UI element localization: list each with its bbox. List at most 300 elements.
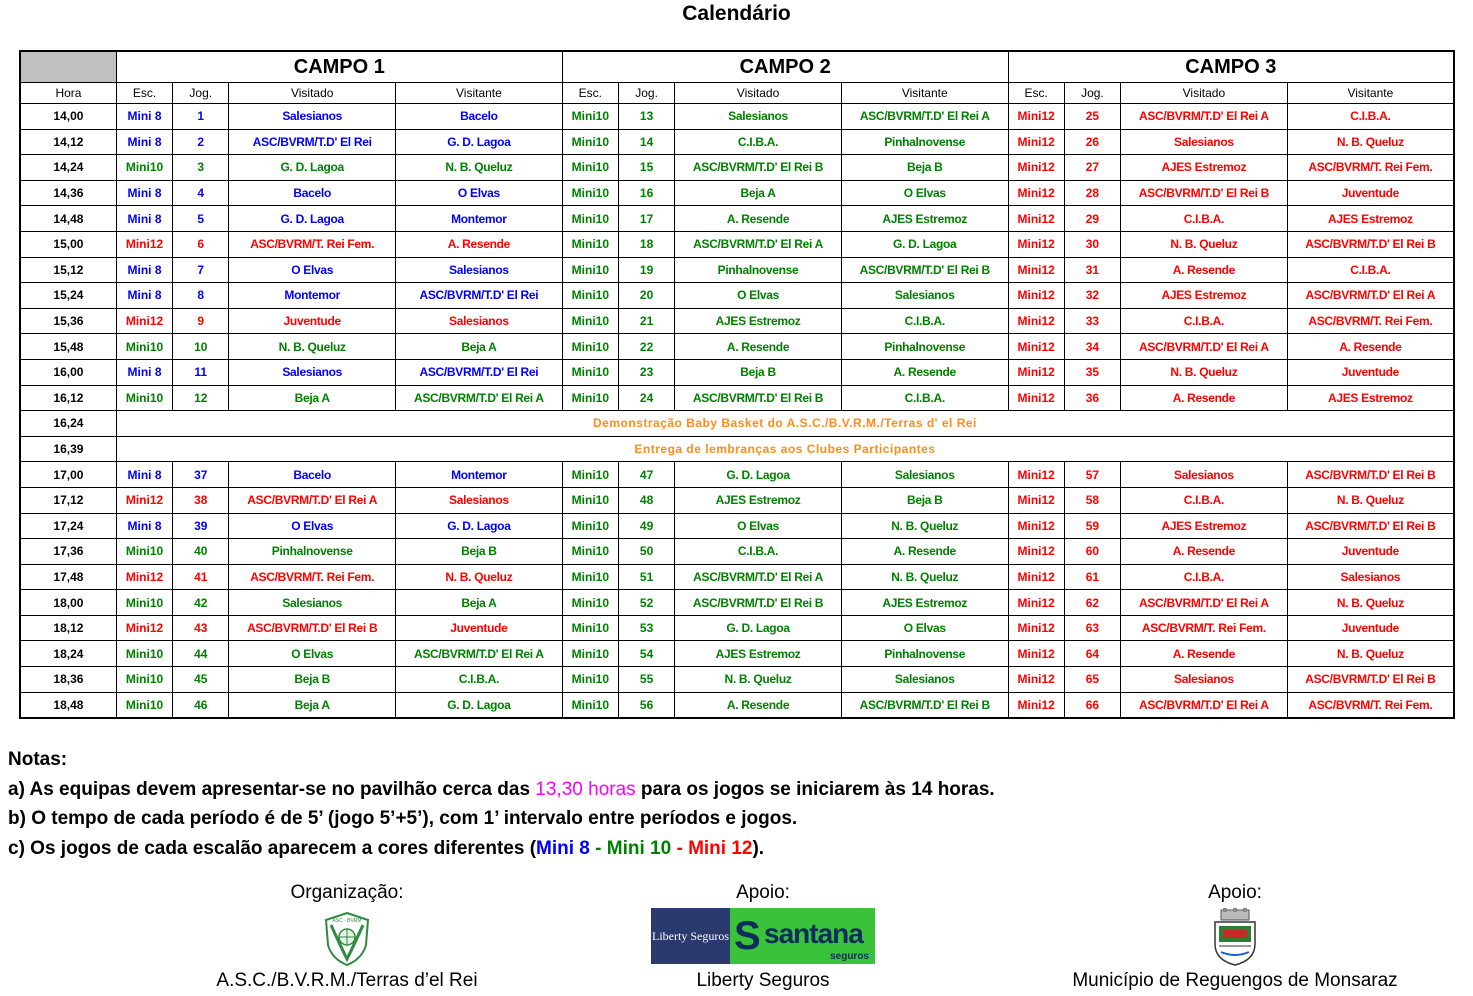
home-team-cell: Salesianos xyxy=(1121,667,1288,693)
game-number-cell: 39 xyxy=(173,513,229,539)
home-team-cell: C.I.B.A. xyxy=(675,539,842,565)
hora-cell: 18,24 xyxy=(20,641,116,667)
home-team-cell: O Elvas xyxy=(675,283,842,309)
away-team-cell: N. B. Queluz xyxy=(396,564,563,590)
hora-cell: 15,24 xyxy=(20,283,116,309)
table-row xyxy=(20,283,1454,309)
hora-cell: 14,00 xyxy=(20,104,116,130)
esc-header: Esc. xyxy=(1008,83,1064,104)
hora-cell: 16,39 xyxy=(20,436,116,462)
game-number-cell: 60 xyxy=(1064,539,1120,565)
esc-cell: Mini12 xyxy=(116,231,172,257)
esc-cell: Mini10 xyxy=(562,615,618,641)
corner-cell xyxy=(20,51,116,83)
home-team-cell: O Elvas xyxy=(229,513,396,539)
note-a xyxy=(8,779,995,809)
away-team-cell: N. B. Queluz xyxy=(1287,590,1454,616)
game-number-cell: 17 xyxy=(618,206,674,232)
away-team-cell: ASC/BVRM/T. Rei Fem. xyxy=(1287,308,1454,334)
home-team-cell: G. D. Lagoa xyxy=(675,615,842,641)
municipality-block xyxy=(1035,882,1435,992)
home-team-cell: C.I.B.A. xyxy=(675,129,842,155)
municipality-seal-icon xyxy=(1207,908,1263,966)
esc-cell: Mini 8 xyxy=(116,129,172,155)
home-team-cell: ASC/BVRM/T. Rei Fem. xyxy=(229,231,396,257)
table-row xyxy=(20,615,1454,641)
sponsor-logo xyxy=(651,908,875,964)
away-team-cell: O Elvas xyxy=(396,180,563,206)
home-team-cell: Salesianos xyxy=(229,104,396,130)
home-team-cell: ASC/BVRM/T.D' El Rei A xyxy=(1121,104,1288,130)
esc-cell: Mini10 xyxy=(562,206,618,232)
game-number-cell: 47 xyxy=(618,462,674,488)
home-team-cell: Salesianos xyxy=(1121,129,1288,155)
away-team-cell: ASC/BVRM/T.D' El Rei A xyxy=(396,641,563,667)
game-number-cell: 22 xyxy=(618,334,674,360)
game-number-cell: 34 xyxy=(1064,334,1120,360)
table-row xyxy=(20,129,1454,155)
away-team-cell: AJES Estremoz xyxy=(1287,206,1454,232)
game-number-cell: 15 xyxy=(618,155,674,181)
away-team-cell: ASC/BVRM/T.D' El Rei xyxy=(396,283,563,309)
game-number-cell: 49 xyxy=(618,513,674,539)
esc-cell: Mini10 xyxy=(562,155,618,181)
home-team-cell: Juventude xyxy=(229,308,396,334)
home-team-cell: AJES Estremoz xyxy=(675,487,842,513)
esc-cell: Mini12 xyxy=(1008,564,1064,590)
esc-cell: Mini12 xyxy=(1008,692,1064,718)
table-row xyxy=(20,334,1454,360)
esc-cell: Mini10 xyxy=(562,590,618,616)
field-1-header: CAMPO 1 xyxy=(116,51,562,83)
esc-cell: Mini12 xyxy=(116,615,172,641)
home-team-cell: G. D. Lagoa xyxy=(229,155,396,181)
santana-logo-subtext: seguros xyxy=(830,951,869,962)
esc-cell: Mini10 xyxy=(562,308,618,334)
home-team-cell: Beja A xyxy=(675,180,842,206)
away-team-cell: AJES Estremoz xyxy=(841,206,1008,232)
note-a-text: a) As equipas devem apresentar-se no pavilhão cerca das xyxy=(8,778,536,800)
game-number-cell: 56 xyxy=(618,692,674,718)
esc-cell: Mini12 xyxy=(1008,206,1064,232)
away-team-cell: Salesianos xyxy=(396,308,563,334)
esc-cell: Mini10 xyxy=(562,283,618,309)
away-team-cell: Salesianos xyxy=(841,667,1008,693)
home-team-cell: AJES Estremoz xyxy=(1121,513,1288,539)
away-team-cell: G. D. Lagoa xyxy=(396,513,563,539)
note-c-text: c) Os jogos de cada escalão aparecem a cores diferentes ( xyxy=(8,837,537,859)
event-message: Entrega de lembranças aos Clubes Participantes xyxy=(116,436,1454,462)
esc-cell: Mini10 xyxy=(562,539,618,565)
home-team-cell: Bacelo xyxy=(229,180,396,206)
away-team-cell: ASC/BVRM/T.D' El Rei B xyxy=(1287,667,1454,693)
field-2-header: CAMPO 2 xyxy=(562,51,1008,83)
home-team-cell: N. B. Queluz xyxy=(1121,359,1288,385)
esc-cell: Mini10 xyxy=(562,257,618,283)
note-c-mini10: Mini 10 xyxy=(606,837,672,859)
game-number-cell: 42 xyxy=(173,590,229,616)
away-team-cell: ASC/BVRM/T.D' El Rei A xyxy=(841,104,1008,130)
game-number-cell: 33 xyxy=(1064,308,1120,334)
note-a-highlight: 13,30 horas xyxy=(535,778,636,800)
away-team-cell: AJES Estremoz xyxy=(841,590,1008,616)
away-team-cell: ASC/BVRM/T.D' El Rei B xyxy=(1287,462,1454,488)
game-number-cell: 27 xyxy=(1064,155,1120,181)
game-number-cell: 26 xyxy=(1064,129,1120,155)
esc-cell: Mini12 xyxy=(1008,359,1064,385)
home-team-cell: N. B. Queluz xyxy=(1121,231,1288,257)
esc-cell: Mini10 xyxy=(116,334,172,360)
game-number-cell: 25 xyxy=(1064,104,1120,130)
esc-cell: Mini12 xyxy=(1008,155,1064,181)
esc-cell: Mini 8 xyxy=(116,462,172,488)
note-c-suffix: ). xyxy=(752,837,765,859)
home-team-cell: AJES Estremoz xyxy=(675,308,842,334)
home-team-cell: Bacelo xyxy=(229,462,396,488)
away-team-cell: C.I.B.A. xyxy=(396,667,563,693)
game-number-cell: 8 xyxy=(173,283,229,309)
visitado-header: Visitado xyxy=(675,83,842,104)
event-message: Demonstração Baby Basket do A.S.C./B.V.R.M./Terras d' el Rei xyxy=(116,411,1454,437)
home-team-cell: Montemor xyxy=(229,283,396,309)
santana-logo-text: santana xyxy=(764,918,863,949)
table-row xyxy=(20,411,1454,437)
away-team-cell: Beja B xyxy=(396,539,563,565)
home-team-cell: ASC/BVRM/T. Rei Fem. xyxy=(1121,615,1288,641)
away-team-cell: Bacelo xyxy=(396,104,563,130)
away-team-cell: Salesianos xyxy=(396,257,563,283)
home-team-cell: AJES Estremoz xyxy=(1121,283,1288,309)
home-team-cell: Pinhalnovense xyxy=(229,539,396,565)
game-number-cell: 54 xyxy=(618,641,674,667)
game-number-cell: 66 xyxy=(1064,692,1120,718)
home-team-cell: Salesianos xyxy=(229,590,396,616)
home-team-cell: Salesianos xyxy=(675,104,842,130)
away-team-cell: N. B. Queluz xyxy=(841,513,1008,539)
away-team-cell: Juventude xyxy=(1287,180,1454,206)
game-number-cell: 23 xyxy=(618,359,674,385)
esc-cell: Mini12 xyxy=(1008,308,1064,334)
hora-cell: 18,00 xyxy=(20,590,116,616)
home-team-cell: Beja B xyxy=(675,359,842,385)
game-number-cell: 48 xyxy=(618,487,674,513)
esc-cell: Mini12 xyxy=(1008,385,1064,411)
hora-cell: 14,36 xyxy=(20,180,116,206)
home-team-cell: ASC/BVRM/T.D' El Rei B xyxy=(229,615,396,641)
game-number-cell: 59 xyxy=(1064,513,1120,539)
esc-cell: Mini 8 xyxy=(116,206,172,232)
hora-cell: 18,12 xyxy=(20,615,116,641)
game-number-cell: 24 xyxy=(618,385,674,411)
esc-cell: Mini10 xyxy=(562,462,618,488)
game-number-cell: 3 xyxy=(173,155,229,181)
game-number-cell: 5 xyxy=(173,206,229,232)
esc-cell: Mini12 xyxy=(1008,257,1064,283)
home-team-cell: A. Resende xyxy=(1121,539,1288,565)
sponsor-caption: Apoio: xyxy=(736,882,790,903)
away-team-cell: Juventude xyxy=(1287,539,1454,565)
game-number-cell: 61 xyxy=(1064,564,1120,590)
esc-cell: Mini10 xyxy=(562,513,618,539)
esc-cell: Mini10 xyxy=(562,104,618,130)
game-number-cell: 32 xyxy=(1064,283,1120,309)
esc-cell: Mini12 xyxy=(116,564,172,590)
away-team-cell: Salesianos xyxy=(841,283,1008,309)
away-team-cell: ASC/BVRM/T.D' El Rei B xyxy=(841,257,1008,283)
table-row xyxy=(20,667,1454,693)
away-team-cell: Beja A xyxy=(396,334,563,360)
game-number-cell: 19 xyxy=(618,257,674,283)
game-number-cell: 63 xyxy=(1064,615,1120,641)
esc-cell: Mini10 xyxy=(116,590,172,616)
away-team-cell: ASC/BVRM/T.D' El Rei B xyxy=(841,692,1008,718)
game-number-cell: 30 xyxy=(1064,231,1120,257)
home-team-cell: ASC/BVRM/T.D' El Rei A xyxy=(1121,692,1288,718)
visitante-header: Visitante xyxy=(1287,83,1454,104)
table-row xyxy=(20,590,1454,616)
game-number-cell: 4 xyxy=(173,180,229,206)
esc-cell: Mini10 xyxy=(562,487,618,513)
away-team-cell: O Elvas xyxy=(841,615,1008,641)
away-team-cell: ASC/BVRM/T.D' El Rei B xyxy=(1287,513,1454,539)
esc-cell: Mini12 xyxy=(1008,590,1064,616)
away-team-cell: ASC/BVRM/T.D' El Rei xyxy=(396,359,563,385)
game-number-cell: 28 xyxy=(1064,180,1120,206)
esc-cell: Mini12 xyxy=(116,308,172,334)
hora-cell: 14,48 xyxy=(20,206,116,232)
hora-cell: 15,48 xyxy=(20,334,116,360)
away-team-cell: N. B. Queluz xyxy=(1287,487,1454,513)
esc-cell: Mini10 xyxy=(562,180,618,206)
away-team-cell: C.I.B.A. xyxy=(1287,257,1454,283)
esc-cell: Mini 8 xyxy=(116,283,172,309)
game-number-cell: 43 xyxy=(173,615,229,641)
away-team-cell: O Elvas xyxy=(841,180,1008,206)
home-team-cell: ASC/BVRM/T.D' El Rei A xyxy=(229,487,396,513)
esc-cell: Mini12 xyxy=(1008,487,1064,513)
away-team-cell: ASC/BVRM/T.D' El Rei A xyxy=(1287,283,1454,309)
table-row xyxy=(20,462,1454,488)
organizer-name: A.S.C./B.V.R.M./Terras d’el Rei xyxy=(216,970,478,991)
game-number-cell: 20 xyxy=(618,283,674,309)
esc-cell: Mini 8 xyxy=(116,180,172,206)
game-number-cell: 2 xyxy=(173,129,229,155)
home-team-cell: O Elvas xyxy=(675,513,842,539)
hora-cell: 17,24 xyxy=(20,513,116,539)
away-team-cell: A. Resende xyxy=(841,359,1008,385)
esc-cell: Mini12 xyxy=(1008,667,1064,693)
column-header-row xyxy=(20,83,1454,104)
liberty-logo xyxy=(651,908,730,964)
away-team-cell: AJES Estremoz xyxy=(1287,385,1454,411)
home-team-cell: A. Resende xyxy=(675,334,842,360)
esc-cell: Mini12 xyxy=(116,487,172,513)
hora-cell: 17,12 xyxy=(20,487,116,513)
hora-cell: 15,00 xyxy=(20,231,116,257)
organizer-block xyxy=(197,882,497,992)
esc-cell: Mini10 xyxy=(116,641,172,667)
home-team-cell: A. Resende xyxy=(675,206,842,232)
hora-cell: 18,48 xyxy=(20,692,116,718)
away-team-cell: ASC/BVRM/T. Rei Fem. xyxy=(1287,692,1454,718)
game-number-cell: 40 xyxy=(173,539,229,565)
away-team-cell: G. D. Lagoa xyxy=(396,692,563,718)
away-team-cell: Salesianos xyxy=(1287,564,1454,590)
home-team-cell: C.I.B.A. xyxy=(1121,487,1288,513)
away-team-cell: Pinhalnovense xyxy=(841,129,1008,155)
esc-cell: Mini10 xyxy=(116,539,172,565)
municipality-name: Município de Reguengos de Monsaraz xyxy=(1072,970,1398,991)
esc-cell: Mini10 xyxy=(562,564,618,590)
page-title: Calendário xyxy=(682,2,791,25)
game-number-cell: 62 xyxy=(1064,590,1120,616)
away-team-cell: G. D. Lagoa xyxy=(841,231,1008,257)
table-row xyxy=(20,104,1454,130)
note-c-mini12: Mini 12 xyxy=(688,837,753,859)
table-row xyxy=(20,231,1454,257)
hora-header: Hora xyxy=(20,83,116,104)
game-number-cell: 53 xyxy=(618,615,674,641)
esc-cell: Mini10 xyxy=(562,359,618,385)
notes-heading: Notas: xyxy=(8,749,68,770)
home-team-cell: ASC/BVRM/T.D' El Rei A xyxy=(675,231,842,257)
home-team-cell: C.I.B.A. xyxy=(1121,564,1288,590)
home-team-cell: Pinhalnovense xyxy=(675,257,842,283)
away-team-cell: Pinhalnovense xyxy=(841,334,1008,360)
asc-bvrm-logo xyxy=(322,911,372,967)
game-number-cell: 16 xyxy=(618,180,674,206)
home-team-cell: ASC/BVRM/T.D' El Rei xyxy=(229,129,396,155)
sponsor-name: Liberty Seguros xyxy=(696,970,830,991)
away-team-cell: A. Resende xyxy=(1287,334,1454,360)
esc-cell: Mini10 xyxy=(116,667,172,693)
hora-cell: 16,24 xyxy=(20,411,116,437)
home-team-cell: AJES Estremoz xyxy=(675,641,842,667)
hora-cell: 15,12 xyxy=(20,257,116,283)
game-number-cell: 9 xyxy=(173,308,229,334)
away-team-cell: Juventude xyxy=(396,615,563,641)
table-row xyxy=(20,359,1454,385)
table-row xyxy=(20,385,1454,411)
away-team-cell: ASC/BVRM/T.D' El Rei B xyxy=(1287,231,1454,257)
home-team-cell: Beja B xyxy=(229,667,396,693)
esc-cell: Mini12 xyxy=(1008,539,1064,565)
sponsor-block xyxy=(613,882,913,992)
note-c-mini8: Mini 8 xyxy=(536,837,590,859)
game-number-cell: 1 xyxy=(173,104,229,130)
field-3-header: CAMPO 3 xyxy=(1008,51,1454,83)
away-team-cell: Beja A xyxy=(396,590,563,616)
esc-cell: Mini 8 xyxy=(116,359,172,385)
jog-header: Jog. xyxy=(173,83,229,104)
note-b: b) O tempo de cada período é de 5’ (jogo 5’+5’), com 1’ intervalo entre períodos e jogos. xyxy=(8,808,798,829)
game-number-cell: 55 xyxy=(618,667,674,693)
home-team-cell: C.I.B.A. xyxy=(1121,206,1288,232)
away-team-cell: Juventude xyxy=(1287,615,1454,641)
home-team-cell: A. Resende xyxy=(1121,257,1288,283)
esc-cell: Mini10 xyxy=(562,641,618,667)
away-team-cell: N. B. Queluz xyxy=(1287,129,1454,155)
game-number-cell: 65 xyxy=(1064,667,1120,693)
game-number-cell: 45 xyxy=(173,667,229,693)
away-team-cell: A. Resende xyxy=(396,231,563,257)
municipality-caption: Apoio: xyxy=(1208,882,1262,903)
away-team-cell: Beja B xyxy=(841,155,1008,181)
santana-logo xyxy=(730,908,875,964)
game-number-cell: 52 xyxy=(618,590,674,616)
away-team-cell: ASC/BVRM/T. Rei Fem. xyxy=(1287,155,1454,181)
visitado-header: Visitado xyxy=(1121,83,1288,104)
santana-s-icon: S xyxy=(734,914,761,958)
away-team-cell: Montemor xyxy=(396,462,563,488)
jog-header: Jog. xyxy=(1064,83,1120,104)
away-team-cell: C.I.B.A. xyxy=(841,385,1008,411)
table-row xyxy=(20,692,1454,718)
esc-cell: Mini10 xyxy=(116,155,172,181)
game-number-cell: 41 xyxy=(173,564,229,590)
home-team-cell: ASC/BVRM/T.D' El Rei B xyxy=(1121,180,1288,206)
table-row xyxy=(20,206,1454,232)
game-number-cell: 37 xyxy=(173,462,229,488)
esc-cell: Mini12 xyxy=(1008,231,1064,257)
esc-cell: Mini12 xyxy=(1008,615,1064,641)
home-team-cell: ASC/BVRM/T.D' El Rei B xyxy=(675,155,842,181)
home-team-cell: Beja A xyxy=(229,692,396,718)
game-number-cell: 12 xyxy=(173,385,229,411)
esc-cell: Mini10 xyxy=(562,334,618,360)
game-number-cell: 11 xyxy=(173,359,229,385)
home-team-cell: O Elvas xyxy=(229,257,396,283)
table-row xyxy=(20,513,1454,539)
game-number-cell: 46 xyxy=(173,692,229,718)
game-number-cell: 10 xyxy=(173,334,229,360)
home-team-cell: ASC/BVRM/T.D' El Rei A xyxy=(675,564,842,590)
home-team-cell: O Elvas xyxy=(229,641,396,667)
away-team-cell: C.I.B.A. xyxy=(1287,104,1454,130)
hora-cell: 15,36 xyxy=(20,308,116,334)
home-team-cell: G. D. Lagoa xyxy=(229,206,396,232)
esc-cell: Mini10 xyxy=(562,129,618,155)
game-number-cell: 13 xyxy=(618,104,674,130)
away-team-cell: A. Resende xyxy=(841,539,1008,565)
away-team-cell: Pinhalnovense xyxy=(841,641,1008,667)
home-team-cell: C.I.B.A. xyxy=(1121,308,1288,334)
home-team-cell: ASC/BVRM/T.D' El Rei B xyxy=(675,590,842,616)
visitante-header: Visitante xyxy=(396,83,563,104)
home-team-cell: A. Resende xyxy=(1121,385,1288,411)
table-row xyxy=(20,155,1454,181)
table-row xyxy=(20,641,1454,667)
home-team-cell: ASC/BVRM/T.D' El Rei A xyxy=(1121,590,1288,616)
away-team-cell: Montemor xyxy=(396,206,563,232)
svg-text:ASC · BVRM: ASC · BVRM xyxy=(332,918,362,924)
away-team-cell: Salesianos xyxy=(396,487,563,513)
game-number-cell: 64 xyxy=(1064,641,1120,667)
hora-cell: 14,12 xyxy=(20,129,116,155)
esc-cell: Mini 8 xyxy=(116,257,172,283)
away-team-cell: C.I.B.A. xyxy=(841,308,1008,334)
esc-cell: Mini10 xyxy=(562,231,618,257)
away-team-cell: Juventude xyxy=(1287,359,1454,385)
game-number-cell: 14 xyxy=(618,129,674,155)
away-team-cell: Salesianos xyxy=(841,462,1008,488)
hora-cell: 17,48 xyxy=(20,564,116,590)
hora-cell: 16,12 xyxy=(20,385,116,411)
esc-cell: Mini10 xyxy=(562,692,618,718)
home-team-cell: G. D. Lagoa xyxy=(675,462,842,488)
table-row xyxy=(20,564,1454,590)
table-row xyxy=(20,308,1454,334)
